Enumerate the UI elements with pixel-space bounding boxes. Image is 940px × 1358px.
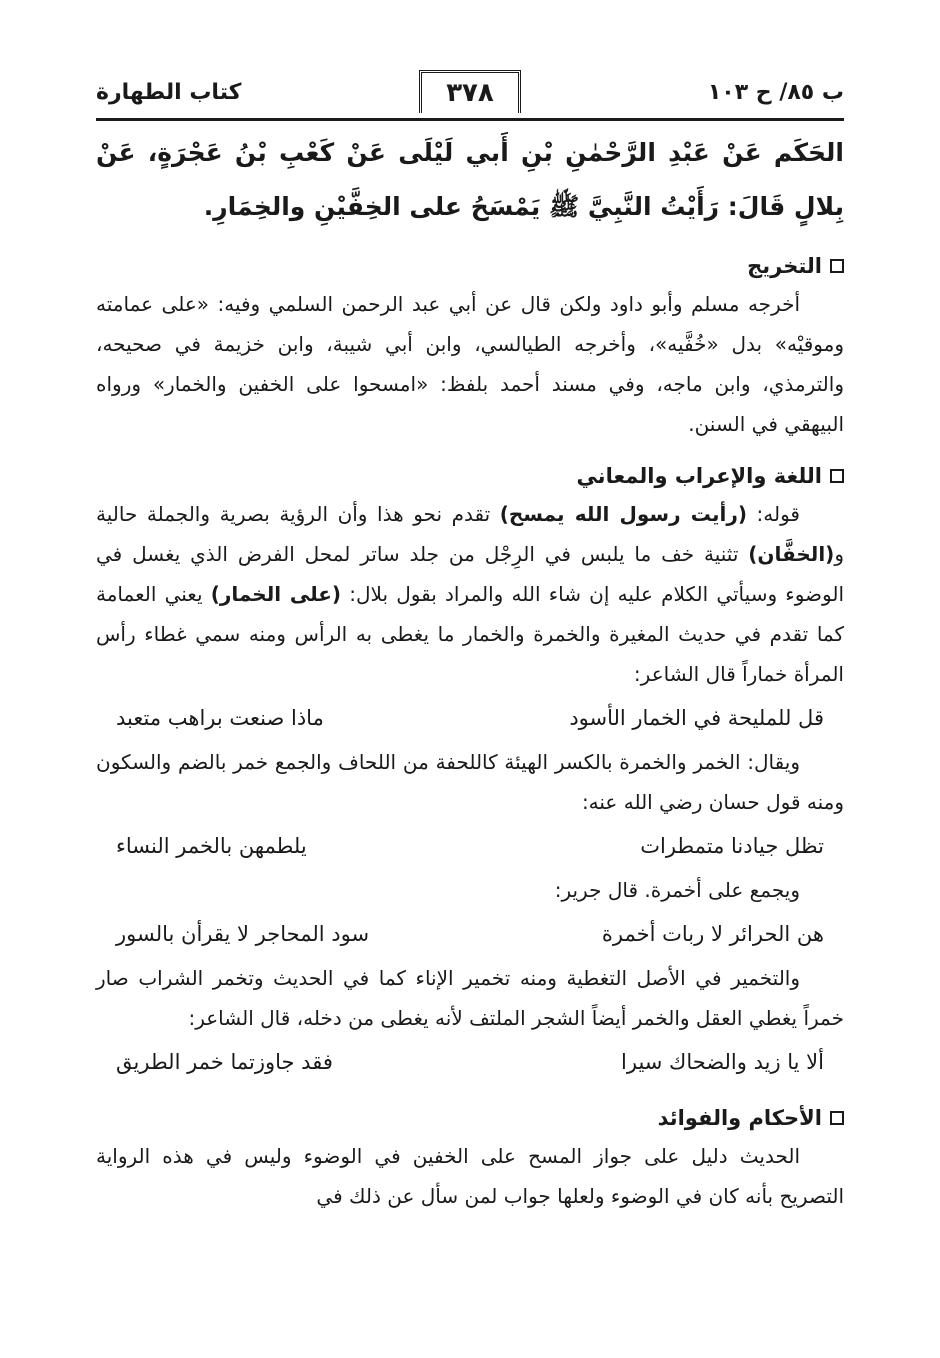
section-heading-takhrij — [96, 254, 844, 278]
page-content — [96, 126, 844, 1216]
text-span: قوله: — [746, 502, 800, 526]
poetry-verse-4 — [96, 1038, 844, 1086]
text-span: تقدم نحو هذا وأن الرؤية بصرية والجملة حالية و — [96, 502, 844, 566]
text-span: تثنية خف ما يلبس في الرِجْل من جلد ساتر لمحل الفرض الذي يغسل في الوضوء وسيأتي الكلام عليه إن شاء الله والمراد بقول بلال: — [96, 542, 845, 606]
section-heading-ahkam — [96, 1106, 844, 1130]
lugha-paragraph-4: والتخمير في الأصل التغطية ومنه تخمير الإناء كما في الحديث وتخمر الشراب صار خمراً يغطي العقل والخمر أيضاً الشجر الملتف لأنه يغطى من دخله، قال الشاعر: — [96, 966, 844, 1030]
verse-second-hemistich: يلطمهن بالخمر النساء — [116, 834, 307, 858]
book-title: كتاب الطهارة — [96, 80, 242, 105]
verse-second-hemistich: فقد جاوزتما خمر الطريق — [116, 1050, 333, 1074]
verse-first-hemistich: تظل جيادنا متمطرات — [640, 834, 824, 858]
section-title-takhrij: التخريج — [747, 254, 822, 278]
lugha-paragraph-2: ويقال: الخمر والخمرة بالكسر الهيئة كاللحفة من اللحاف والجمع خمر بالضم والسكون ومنه قول حسان رضي الله عنه: — [96, 750, 844, 814]
section-heading-lugha — [96, 464, 844, 488]
verse-first-hemistich: قل للمليحة في الخمار الأسود — [569, 706, 824, 730]
ahkam-paragraph: الحديث دليل على جواز المسح على الخفين في الوضوء وليس في هذه الرواية التصريح بأنه كان في الوضوء ولعلها جواب لمن سأل عن ذلك في — [96, 1144, 844, 1208]
lugha-paragraph-3: ويجمع على أخمرة. قال جرير: — [554, 878, 800, 902]
square-bullet-icon — [830, 1111, 844, 1125]
bold-term: (الخفَّان) — [748, 542, 835, 566]
text-span: يعني العمامة كما تقدم في حديث المغيرة والخمرة والخمار ما يغطى به الرأس ومنه سمي غطاء رأس المرأة خماراً قال الشاعر: — [96, 582, 844, 686]
hadith-text: الحَكَم عَنْ عَبْدِ الرَّحْمٰنِ بْنِ أَبي لَيْلَى عَنْ كَعْبِ بْنُ عَجْرَةٍ، عَنْ بِلالٍ قَالَ: رَأَيْتُ النَّبِيَّ ﷺ يَمْسَحُ على الخِفَّيْنِ والخِمَارِ. — [96, 138, 844, 221]
verse-first-hemistich: ألا يا زيد والضحاك سيرا — [621, 1050, 824, 1074]
square-bullet-icon — [830, 259, 844, 273]
verse-second-hemistich: سود المحاجر لا يقرأن بالسور — [116, 922, 370, 946]
poetry-verse-1 — [96, 694, 844, 742]
poetry-verse-3 — [96, 910, 844, 958]
page-header — [96, 70, 844, 121]
takhrij-paragraph: أخرجه مسلم وأبو داود ولكن قال عن أبي عبد الرحمن السلمي وفيه: «على عمامته وموقيْه» بدل «خُفَّيه»، وأخرجه الطيالسي، وابن أبي شيبة، وابن خزيمة في صحيحه، والترمذي، وابن ماجه، وفي مسند أحمد بلفظ: «امسحوا على الخفين والخمار» ورواه البيهقي في السنن. — [96, 292, 844, 436]
page-number: ٣٧٨ — [419, 70, 521, 113]
verse-second-hemistich: ماذا صنعت براهب متعبد — [116, 706, 324, 730]
lugha-paragraph-1 — [96, 494, 844, 694]
verse-first-hemistich: هن الحرائر لا ربات أخمرة — [601, 922, 824, 946]
section-title-lugha: اللغة والإعراب والمعاني — [576, 464, 822, 488]
bold-term: (على الخمار) — [210, 582, 342, 606]
square-bullet-icon — [830, 469, 844, 483]
bold-term: (رأيت رسول الله يمسح) — [499, 502, 747, 526]
section-title-ahkam: الأحكام والفوائد — [657, 1106, 822, 1130]
chapter-reference: ب ٨٥/ ح ١٠٣ — [707, 80, 844, 105]
poetry-verse-2 — [96, 822, 844, 870]
